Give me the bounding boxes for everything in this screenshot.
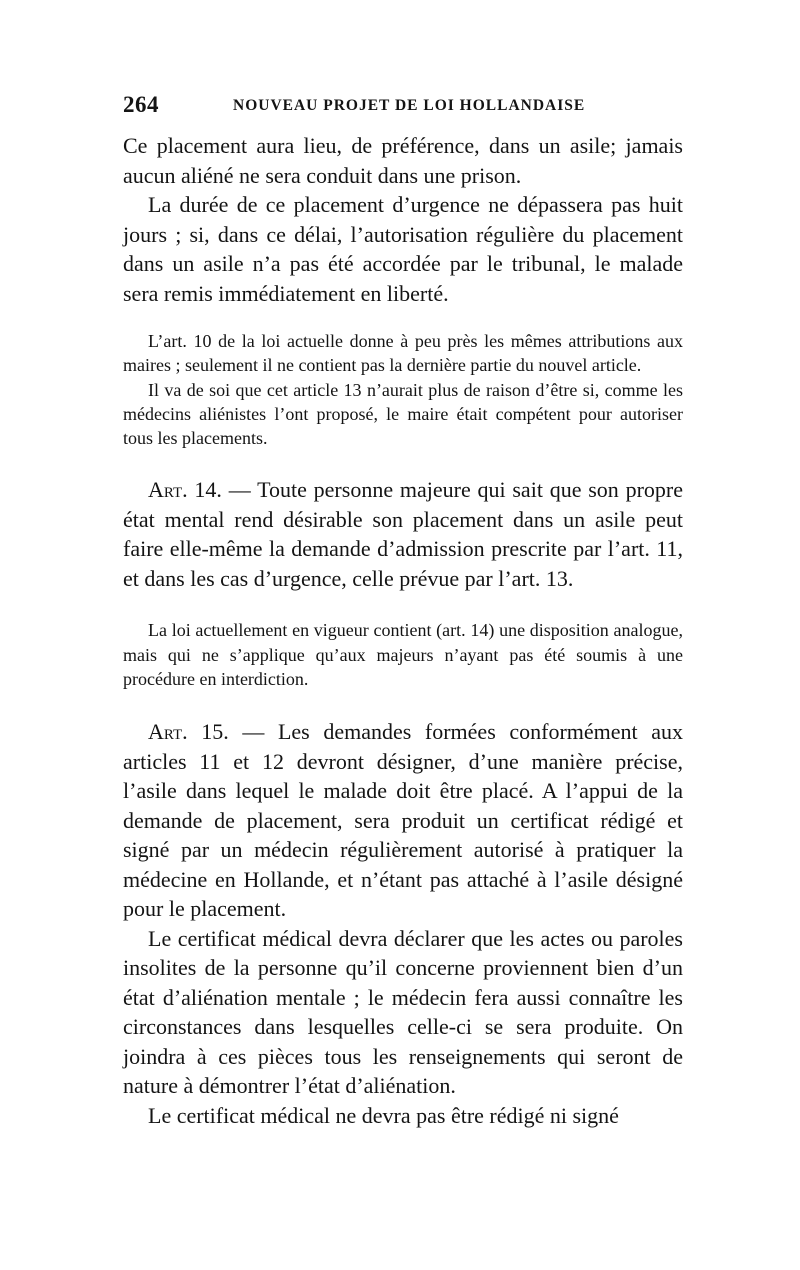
paragraph-certificat-signe: Le certificat médical ne devra pas être rédigé ni signé [148,1102,619,1128]
paragraph-duree-urgence: La durée de ce placement d’urgence ne dépassera pas huit jours ; si, dans ce délai, l’autorisation régulière du placement dans un asile n’a pas été accordée par le tribunal, le malade sera remis immédiatement en liberté. [123,192,683,306]
running-head [123,92,683,122]
paragraph-placement-asile: Ce placement aura lieu, de préférence, dans un asile; jamais aucun aliéné ne sera conduit dans une prison. [123,133,683,188]
article-14-label: Art. 14. — [148,477,251,503]
article-15 [123,717,683,924]
commentary-art-14: La loi actuellement en vigueur contient (art. 14) une disposition analogue, mais qui ne s’applique qu’aux majeurs n’ayant pas été soumis à une procédure en interdiction. [123,620,683,690]
article-15-text: Les demandes formées conformément aux articles 11 et 12 devront désigner, d’une manière précise, l’asile dans lequel le malade doit être placé. A l’appui de la demande de placement, sera produit un certificat rédigé et signé par un médecin régulièrement autorisé à pratiquer la médecine en Hollande, et n’étant pas attaché à l’asile désigné pour le placement. [123,719,684,922]
article-15-label: Art. 15. — [148,719,265,745]
article-14-text: Toute personne majeure qui sait que son propre état mental rend désirable son placement dans un asile peut faire elle-même la demande d’admission prescrite par l’art. 11, et dans les cas d’urgence, celle prévue par l’art. 13. [123,477,684,591]
running-title: NOUVEAU PROJET DE LOI HOLLANDAISE [233,97,586,114]
commentary-art-10: L’art. 10 de la loi actuelle donne à peu près les mêmes attributions aux maires ; seulement il ne contient pas la dernière partie du nouvel article. [123,331,683,376]
commentary-art-13: Il va de soi que cet article 13 n’aurait plus de raison d’être si, comme les médecins aliénistes l’ont proposé, le maire était compétent pour autoriser tous les placements. [123,379,683,449]
body-text [123,126,683,1130]
article-14 [123,475,683,593]
paragraph-certificat-declarer: Le certificat médical devra déclarer que les actes ou paroles insolites de la personne qu’il concerne proviennent bien d’un état d’aliénation mentale ; le médecin fera aussi connaître les circonstances dans lesquelles celle-ci se sera produite. On joindra à ces pièces tous les renseignements qui seront de nature à démontrer l’état d’aliénation. [123,925,683,1099]
page-number: 264 [123,92,159,117]
